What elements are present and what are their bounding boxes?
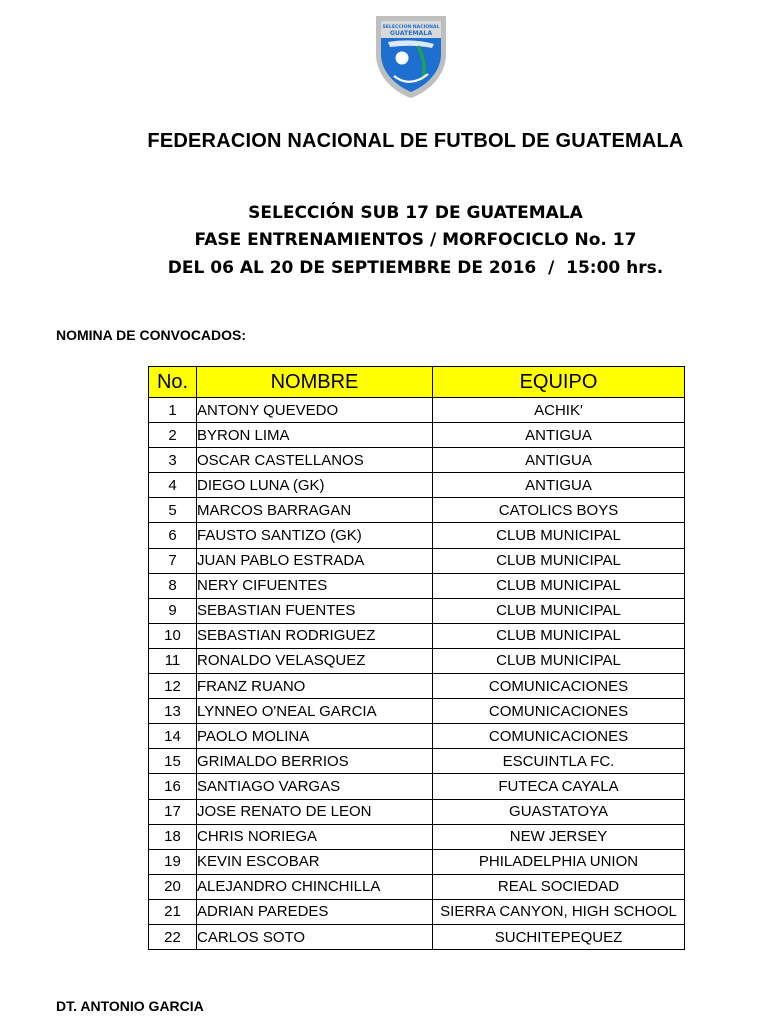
player-name: GRIMALDO BERRIOS (197, 749, 433, 774)
row-number: 10 (149, 623, 197, 648)
player-name: LYNNEO O'NEAL GARCIA (197, 699, 433, 724)
row-number: 16 (149, 774, 197, 799)
table-header-row (149, 367, 685, 398)
header-number: No. (149, 367, 197, 398)
row-number: 22 (149, 924, 197, 949)
row-number: 4 (149, 473, 197, 498)
table-row (149, 423, 685, 448)
player-team: ANTIGUA (433, 448, 685, 473)
row-number: 19 (149, 849, 197, 874)
row-number: 12 (149, 674, 197, 699)
svg-text:GUATEMALA: GUATEMALA (389, 30, 433, 37)
player-team: ANTIGUA (433, 473, 685, 498)
table-row (149, 799, 685, 824)
player-team: FUTECA CAYALA (433, 774, 685, 799)
row-number: 9 (149, 598, 197, 623)
subtitle-line-1: SELECCIÓN SUB 17 DE GUATEMALA (248, 203, 583, 223)
row-number: 8 (149, 573, 197, 598)
player-team: COMUNICACIONES (433, 724, 685, 749)
table-row (149, 598, 685, 623)
player-name: OSCAR CASTELLANOS (197, 448, 433, 473)
federation-crest-logo (372, 14, 450, 100)
table-row (149, 448, 685, 473)
row-number: 7 (149, 548, 197, 573)
player-team: ANTIGUA (433, 423, 685, 448)
player-name: ANTONY QUEVEDO (197, 398, 433, 423)
header-name: NOMBRE (197, 367, 433, 398)
player-name: PAOLO MOLINA (197, 724, 433, 749)
table-row (149, 724, 685, 749)
player-name: SANTIAGO VARGAS (197, 774, 433, 799)
table-row (149, 398, 685, 423)
player-team: CLUB MUNICIPAL (433, 523, 685, 548)
player-name: SEBASTIAN FUENTES (197, 598, 433, 623)
row-number: 6 (149, 523, 197, 548)
player-team: CATOLICS BOYS (433, 498, 685, 523)
player-name: CARLOS SOTO (197, 924, 433, 949)
row-number: 15 (149, 749, 197, 774)
table-row (149, 849, 685, 874)
player-team: GUASTATOYA (433, 799, 685, 824)
player-name: ALEJANDRO CHINCHILLA (197, 874, 433, 899)
table-row (149, 473, 685, 498)
player-name: CHRIS NORIEGA (197, 824, 433, 849)
row-number: 18 (149, 824, 197, 849)
player-team: CLUB MUNICIPAL (433, 548, 685, 573)
player-team: ESCUINTLA FC. (433, 749, 685, 774)
player-name: BYRON LIMA (197, 423, 433, 448)
player-name: JUAN PABLO ESTRADA (197, 548, 433, 573)
subtitle-line-3: DEL 06 AL 20 DE SEPTIEMBRE DE 2016 / 15:00 hrs. (167, 258, 664, 278)
row-number: 20 (149, 874, 197, 899)
row-number: 3 (149, 448, 197, 473)
player-team: REAL SOCIEDAD (433, 874, 685, 899)
player-team: SIERRA CANYON, HIGH SCHOOL (433, 899, 685, 924)
table-row (149, 874, 685, 899)
row-number: 17 (149, 799, 197, 824)
table-row (149, 924, 685, 949)
player-name: FRANZ RUANO (197, 674, 433, 699)
table-row (149, 749, 685, 774)
table-row (149, 523, 685, 548)
roster-table (148, 366, 685, 950)
player-name: JOSE RENATO DE LEON (197, 799, 433, 824)
row-number: 13 (149, 699, 197, 724)
player-team: CLUB MUNICIPAL (433, 598, 685, 623)
roster-body (149, 398, 685, 950)
player-team: COMUNICACIONES (433, 674, 685, 699)
player-name: MARCOS BARRAGAN (197, 498, 433, 523)
player-team: CLUB MUNICIPAL (433, 573, 685, 598)
player-name: ADRIAN PAREDES (197, 899, 433, 924)
player-name: KEVIN ESCOBAR (197, 849, 433, 874)
director-name: DT. ANTONIO GARCIA (56, 998, 204, 1014)
player-name: FAUSTO SANTIZO (GK) (197, 523, 433, 548)
row-number: 5 (149, 498, 197, 523)
table-row (149, 573, 685, 598)
player-team: CLUB MUNICIPAL (433, 648, 685, 673)
player-team: NEW JERSEY (433, 824, 685, 849)
row-number: 11 (149, 648, 197, 673)
table-row (149, 623, 685, 648)
player-team: ACHIK' (433, 398, 685, 423)
table-row (149, 699, 685, 724)
table-row (149, 648, 685, 673)
table-row (149, 774, 685, 799)
federation-title: FEDERACION NACIONAL DE FUTBOL DE GUATEMALA (147, 130, 684, 152)
table-row (149, 899, 685, 924)
player-team: SUCHITEPEQUEZ (433, 924, 685, 949)
table-row (149, 824, 685, 849)
player-name: RONALDO VELASQUEZ (197, 648, 433, 673)
subtitle-line-2: FASE ENTRENAMIENTOS / MORFOCICLO No. 17 (194, 230, 637, 250)
header-team: EQUIPO (433, 367, 685, 398)
svg-text:SELECCION NACIONAL: SELECCION NACIONAL (382, 25, 440, 30)
table-row (149, 674, 685, 699)
player-team: COMUNICACIONES (433, 699, 685, 724)
row-number: 14 (149, 724, 197, 749)
table-row (149, 498, 685, 523)
player-name: DIEGO LUNA (GK) (197, 473, 433, 498)
player-team: PHILADELPHIA UNION (433, 849, 685, 874)
player-name: SEBASTIAN RODRIGUEZ (197, 623, 433, 648)
player-team: CLUB MUNICIPAL (433, 623, 685, 648)
row-number: 2 (149, 423, 197, 448)
row-number: 1 (149, 398, 197, 423)
row-number: 21 (149, 899, 197, 924)
player-name: NERY CIFUENTES (197, 573, 433, 598)
list-label: NOMINA DE CONVOCADOS: (56, 327, 247, 343)
table-row (149, 548, 685, 573)
